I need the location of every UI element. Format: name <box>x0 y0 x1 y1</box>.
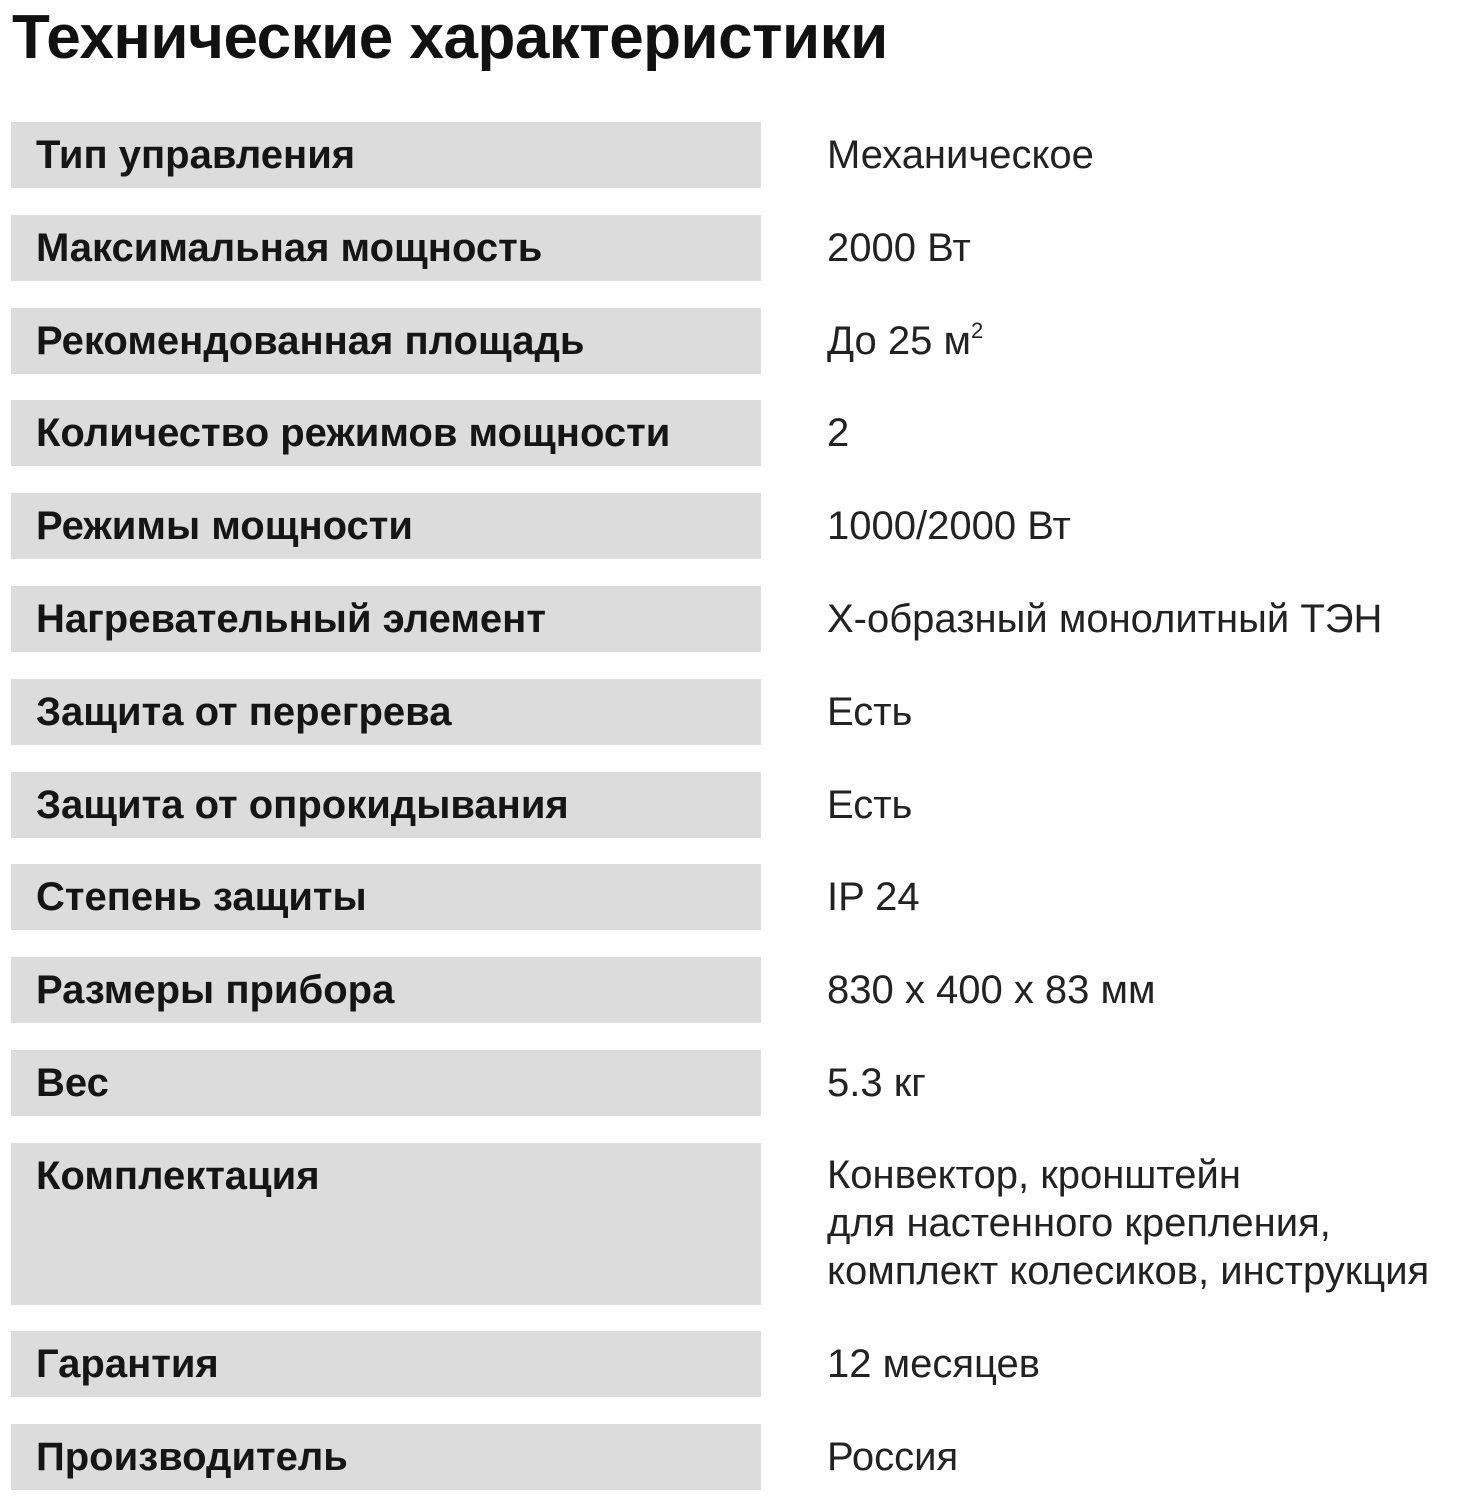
spec-row-recommended-area <box>0 308 1471 374</box>
spec-label: Максимальная мощность <box>36 226 543 270</box>
spec-value <box>827 1151 1429 1295</box>
spec-row-max-power <box>0 215 1471 281</box>
spec-label-cell <box>11 864 761 930</box>
spec-label: Режимы мощности <box>36 504 413 548</box>
spec-value: 830 х 400 х 83 мм <box>827 968 1156 1012</box>
spec-label-cell <box>11 957 761 1023</box>
spec-value: 2 <box>827 411 850 455</box>
spec-label: Степень защиты <box>36 875 367 919</box>
spec-row-power-modes-count <box>0 400 1471 466</box>
spec-label-cell <box>11 1050 761 1116</box>
spec-label: Защита от опрокидывания <box>36 783 569 827</box>
spec-label: Нагревательный элемент <box>36 597 546 641</box>
spec-label: Вес <box>36 1061 109 1105</box>
spec-row-power-modes <box>0 493 1471 559</box>
spec-row-package-contents <box>0 1143 1471 1305</box>
spec-label-cell <box>11 679 761 745</box>
page-title: Технические характеристики <box>12 3 888 72</box>
spec-row-manufacturer <box>0 1424 1471 1490</box>
spec-label: Производитель <box>36 1435 348 1479</box>
spec-label-cell <box>11 400 761 466</box>
spec-row-weight <box>0 1050 1471 1116</box>
spec-row-control-type <box>0 122 1471 188</box>
spec-label: Размеры прибора <box>36 968 395 1012</box>
spec-value: Х-образный монолитный ТЭН <box>827 597 1383 641</box>
spec-value: Механическое <box>827 133 1094 177</box>
spec-row-dimensions <box>0 957 1471 1023</box>
spec-label: Гарантия <box>36 1342 219 1386</box>
spec-value-line: для настенного крепления, <box>827 1201 1331 1245</box>
spec-value: 5.3 кг <box>827 1061 926 1105</box>
spec-value: 12 месяцев <box>827 1342 1040 1386</box>
spec-row-heating-element <box>0 586 1471 652</box>
spec-value <box>827 308 983 374</box>
spec-label-cell <box>11 215 761 281</box>
spec-label-cell <box>11 772 761 838</box>
spec-value: Есть <box>827 690 913 734</box>
spec-label-cell <box>11 493 761 559</box>
spec-value-line: комплект колесиков, инструкция <box>827 1249 1430 1293</box>
spec-value: 1000/2000 Вт <box>827 504 1071 548</box>
spec-value: Россия <box>827 1435 959 1479</box>
spec-value: Есть <box>827 783 913 827</box>
spec-label: Защита от перегрева <box>36 690 452 734</box>
unit-superscript: 2 <box>971 318 984 343</box>
spec-row-overheat-protection <box>0 679 1471 745</box>
spec-label: Рекомендованная площадь <box>36 319 585 363</box>
spec-value-text: До 25 м <box>827 319 972 363</box>
spec-value-line: Конвектор, кронштейн <box>827 1153 1241 1197</box>
spec-label: Тип управления <box>36 133 356 177</box>
spec-label-cell <box>11 122 761 188</box>
spec-label: Комплектация <box>36 1154 320 1198</box>
spec-label-cell <box>11 1331 761 1397</box>
spec-value: IP 24 <box>827 875 920 919</box>
spec-row-protection-rating <box>0 864 1471 930</box>
spec-label-cell <box>11 586 761 652</box>
spec-label-cell <box>11 308 761 374</box>
spec-label-cell <box>11 1424 761 1490</box>
spec-value: 2000 Вт <box>827 226 971 270</box>
spec-label: Количество режимов мощности <box>36 411 671 455</box>
spec-row-warranty <box>0 1331 1471 1397</box>
spec-row-tip-over-protection <box>0 772 1471 838</box>
spec-label-cell <box>11 1143 761 1305</box>
